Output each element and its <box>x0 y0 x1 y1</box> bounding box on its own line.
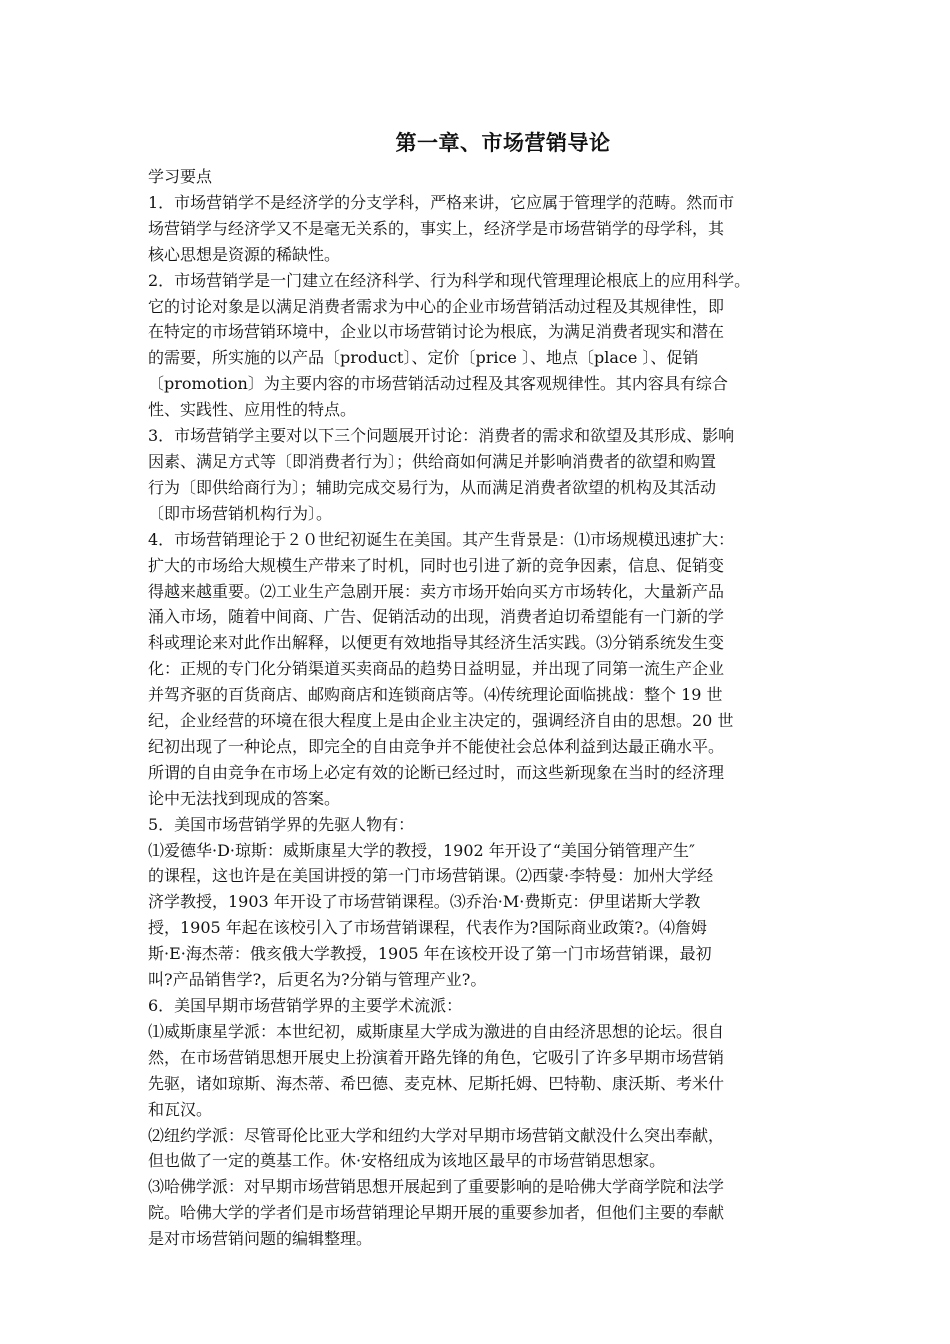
text-line: 院。哈佛大学的学者们是市场营销理论早期开展的重要参加者，但他们主要的奉献 <box>148 1203 725 1223</box>
text-line: 并驾齐驱的百货商店、邮购商店和连锁商店等。⑷传统理论面临挑战：整个 19 世 <box>148 685 723 705</box>
text-line: 纪，企业经营的环境在很大程度上是由企业主决定的，强调经济自由的思想。20 世 <box>148 711 734 731</box>
text-line: 斯·E·海杰蒂：俄亥俄大学教授，1905 年在该校开设了第一门市场营销课，最初 <box>148 944 712 964</box>
text-line: 核心思想是资源的稀缺性。 <box>148 244 341 264</box>
text-line: 论中无法找到现成的答案。 <box>148 788 341 808</box>
text-line: 它的讨论对象是以满足消费者需求为中心的企业市场营销活动过程及其规律性，即 <box>148 296 725 316</box>
text-line: 学习要点 <box>148 167 213 186</box>
text-line: 行为〔即供给商行为〕；辅助完成交易行为，从而满足消费者欲望的机构及其活动 <box>148 477 717 497</box>
text-line: 2．市场营销学是一门建立在经济科学、行为科学和现代管理理论根底上的应用科学。 <box>148 270 751 290</box>
text-line: 涌入市场，随着中间商、广告、促销活动的出现，消费者迫切希望能有一门新的学 <box>148 607 725 627</box>
text-line: 化：正规的专门化分销渠道买卖商品的趋势日益明显，并出现了同第一流生产企业 <box>148 659 725 679</box>
chapter-title: 第一章、市场营销导论 <box>395 130 611 155</box>
text-line: 的课程，这也许是在美国讲授的第一门市场营销课。⑵西蒙·李特曼：加州大学经 <box>148 866 714 886</box>
text-line: 1．市场营销学不是经济学的分支学科，严格来讲，它应属于管理学的范畴。然而市 <box>148 192 735 212</box>
text-line: ⑴爱德华·D·琼斯：威斯康星大学的教授，1902 年开设了“美国分销管理产生″ <box>148 840 695 860</box>
text-line: 授，1905 年起在该校引入了市场营销课程，代表作为?国际商业政策?。⑷詹姆 <box>148 918 707 938</box>
text-line: 叫?产品销售学?，后更名为?分销与管理产业?。 <box>148 970 487 990</box>
text-line: ⑴威斯康星学派：本世纪初，威斯康星大学成为激进的自由经济思想的论坛。很自 <box>148 1021 725 1041</box>
text-line: 济学教授，1903 年开设了市场营销课程。⑶乔治·M·费斯克：伊里诺斯大学教 <box>148 892 701 912</box>
text-line: 纪初出现了一种论点，即完全的自由竞争并不能使社会总体利益到达最正确水平。 <box>148 736 725 756</box>
text-line: 扩大的市场给大规模生产带来了时机，同时也引进了新的竞争因素，信息、促销变 <box>148 555 725 575</box>
text-line: 在特定的市场营销环境中，企业以市场营销讨论为根底，为满足消费者现实和潜在 <box>148 322 725 342</box>
text-line: 但也做了一定的奠基工作。休·安格纽成为该地区最早的市场营销思想家。 <box>148 1151 666 1171</box>
text-line: 4．市场营销理论于２０世纪初诞生在美国。其产生背景是：⑴市场规模迅速扩大： <box>148 529 735 549</box>
text-line: ⑵纽约学派：尽管哥伦比亚大学和纽约大学对早期市场营销文献没什么突出奉献， <box>148 1125 725 1145</box>
text-line: 科或理论来对此作出解释，以便更有效地指导其经济生活实践。⑶分销系统发生变 <box>148 633 725 653</box>
text-line: 因素、满足方式等〔即消费者行为〕；供给商如何满足并影响消费者的欲望和购置 <box>148 451 717 471</box>
text-line: ⑶哈佛学派：对早期市场营销思想开展起到了重要影响的是哈佛大学商学院和法学 <box>148 1177 725 1197</box>
text-line: 得越来越重要。⑵工业生产急剧开展：卖方市场开始向买方市场转化，大量新产品 <box>148 581 725 601</box>
text-line: 然，在市场营销思想开展史上扮演着开路先锋的角色，它吸引了许多早期市场营销 <box>148 1047 725 1067</box>
text-line: 5．美国市场营销学界的先驱人物有： <box>148 814 415 834</box>
text-line: 先驱，诸如琼斯、海杰蒂、希巴德、麦克林、尼斯托姆、巴特勒、康沃斯、考米什 <box>148 1073 725 1093</box>
text-line: 6．美国早期市场营销学界的主要学术流派： <box>148 996 463 1015</box>
text-line: 3．市场营销学主要对以下三个问题展开讨论：消费者的需求和欲望及其形成、影响 <box>148 426 735 446</box>
text-line: 性、实践性、应用性的特点。 <box>148 400 357 420</box>
text-line: 〔promotion〕为主要内容的市场营销活动过程及其客观规律性。其内容具有综合 <box>148 374 728 394</box>
text-line: 场营销学与经济学又不是毫无关系的，事实上，经济学是市场营销学的母学科，其 <box>148 218 725 238</box>
text-line: 〔即市场营销机构行为〕。 <box>148 503 333 523</box>
text-line: 的需要，所实施的以产品〔product〕、定价〔price 〕、地点〔place 〕、促销 <box>148 348 699 368</box>
document-body <box>148 164 858 1252</box>
text-line: 是对市场营销问题的编辑整理。 <box>148 1229 373 1249</box>
text-line: 和瓦汉。 <box>148 1099 213 1119</box>
text-line: 所谓的自由竞争在市场上必定有效的论断已经过时，而这些新现象在当时的经济理 <box>148 762 725 782</box>
